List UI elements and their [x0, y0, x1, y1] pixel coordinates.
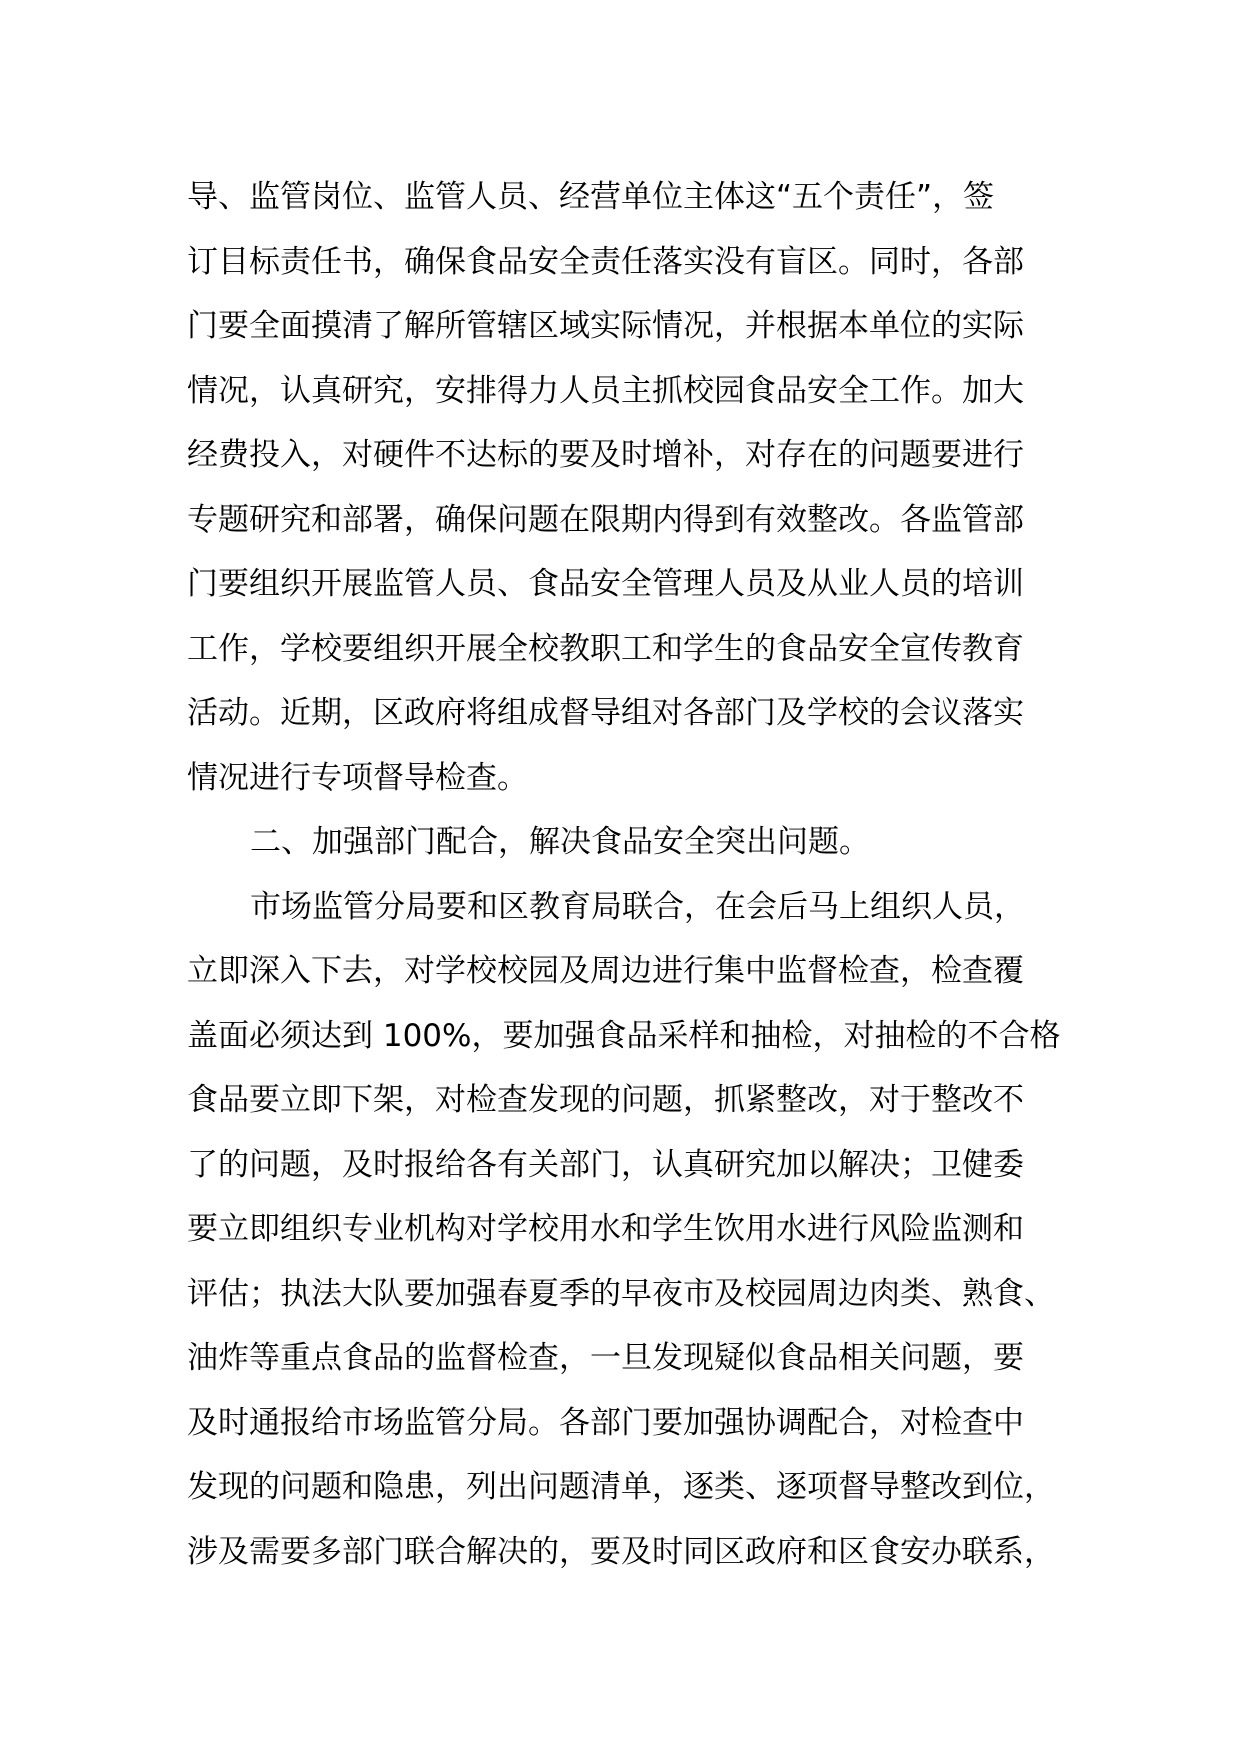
text-line: 盖面必须达到 100%，要加强食品采样和抽检，对抽检的不合格 — [187, 1017, 1061, 1054]
text-line: 及时通报给市场监管分局。各部门要加强协调配合，对检查中 — [187, 1404, 1024, 1441]
text-line: 食品要立即下架，对检查发现的问题，抓紧整改，对于整改不 — [187, 1082, 1024, 1118]
body-text — [187, 165, 1087, 1584]
text-line: 了的问题，及时报给各有关部门，认真研究加以解决；卫健委 — [187, 1146, 1024, 1183]
text-line: 经费投入，对硬件不达标的要及时增补，对存在的问题要进行 — [187, 437, 1024, 473]
text-line: 发现的问题和隐患，列出问题清单，逐类、逐项督导整改到位， — [187, 1469, 1055, 1505]
text-line: 专题研究和部署，确保问题在限期内得到有效整改。各监管部 — [187, 501, 1024, 538]
section-heading: 二、加强部门配合，解决食品安全突出问题。 — [250, 824, 870, 860]
text-line: 门要全面摸清了解所管辖区域实际情况，并根据本单位的实际 — [187, 308, 1024, 344]
text-line: 要立即组织专业机构对学校用水和学生饮用水进行风险监测和 — [187, 1211, 1024, 1247]
text-line: 导、监管岗位、监管人员、经营单位主体这“五个责任”，签 — [187, 179, 995, 215]
text-line: 活动。近期，区政府将组成督导组对各部门及学校的会议落实 — [187, 695, 1024, 731]
text-line: 门要组织开展监管人员、食品安全管理人员及从业人员的培训 — [187, 566, 1024, 602]
text-line: 油炸等重点食品的监督检查，一旦发现疑似食品相关问题，要 — [187, 1340, 1024, 1376]
text-line: 工作，学校要组织开展全校教职工和学生的食品安全宣传教育 — [187, 630, 1024, 667]
paragraph-start-line: 市场监管分局要和区教育局联合，在会后马上组织人员， — [250, 888, 1025, 925]
text-line: 情况进行专项督导检查。 — [187, 759, 528, 796]
text-line: 情况，认真研究，安排得力人员主抓校园食品安全工作。加大 — [187, 372, 1024, 409]
text-line: 涉及需要多部门联合解决的，要及时同区政府和区食安办联系， — [187, 1533, 1055, 1570]
text-line: 订目标责任书，确保食品安全责任落实没有盲区。同时，各部 — [187, 243, 1024, 280]
text-line: 立即深入下去，对学校校园及周边进行集中监督检查，检查覆 — [187, 953, 1024, 989]
text-line: 评估；执法大队要加强春夏季的早夜市及校园周边肉类、熟食、 — [187, 1275, 1055, 1312]
